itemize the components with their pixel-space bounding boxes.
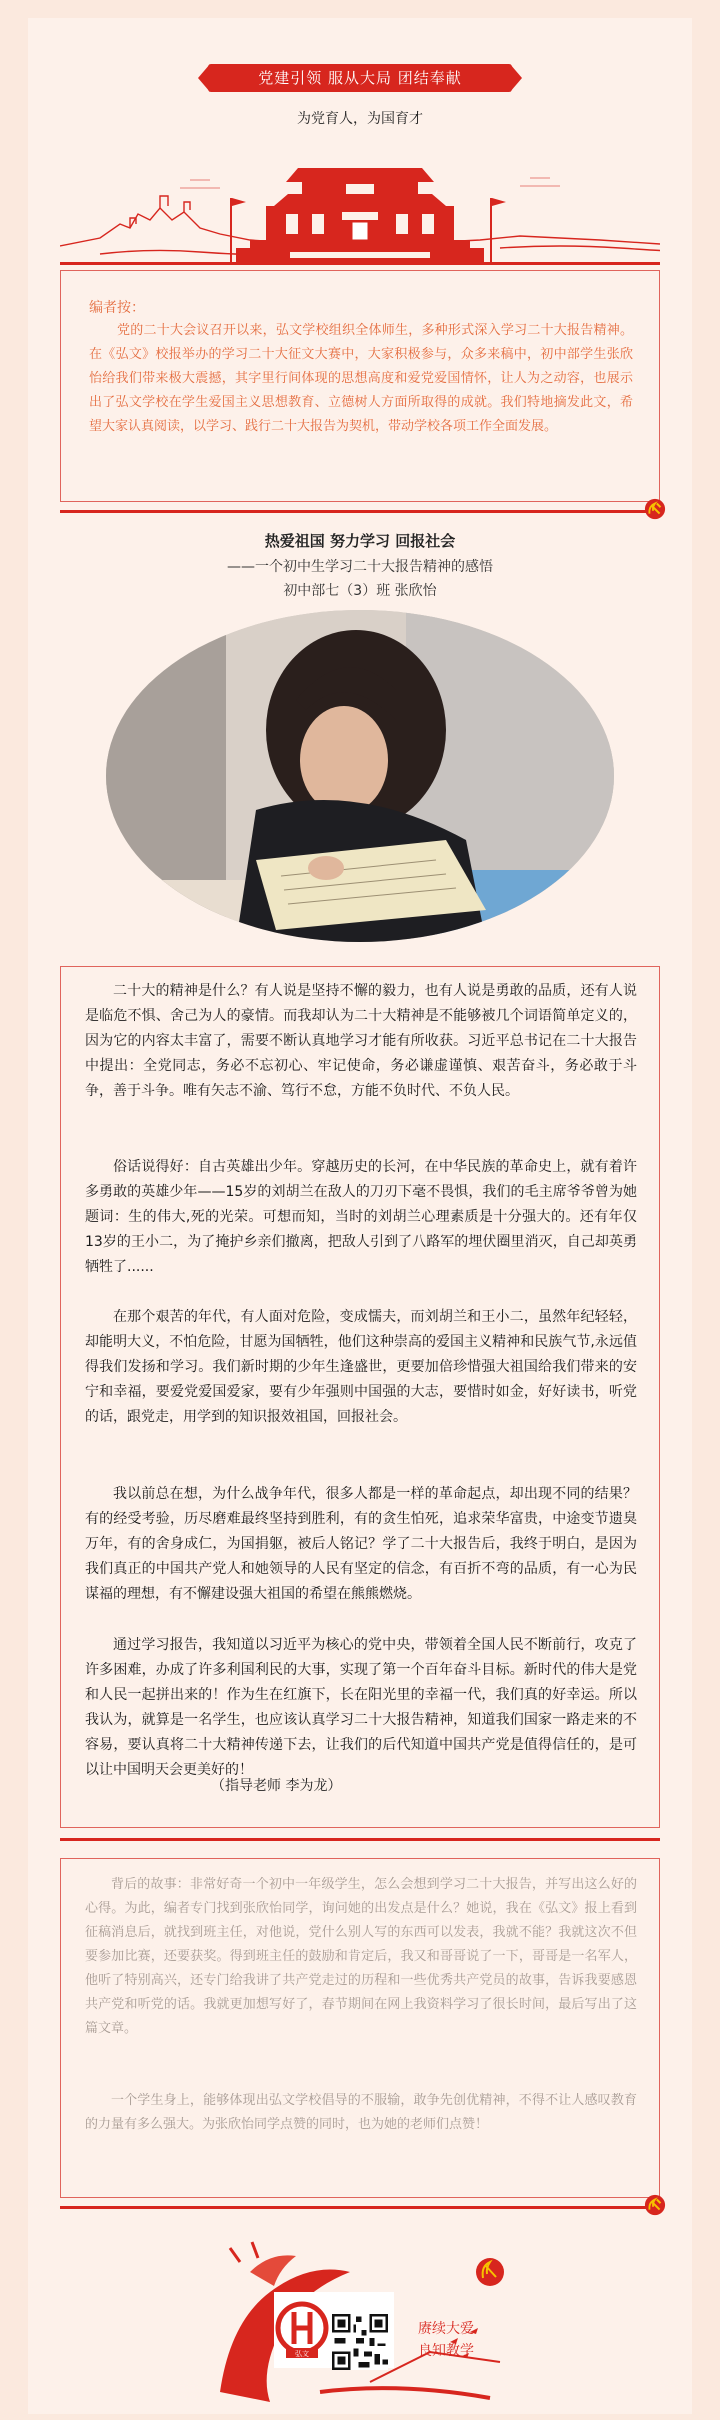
article-author: 初中部七（3）班 张欣怡 <box>283 583 437 599</box>
story-paragraph: 背后的故事：非常好奇一个初中一年级学生，怎么会想到学习二十大报告，并写出这么好的心得。为此，编者专门找到张欣怡同学，询问她的出发点是什么？她说，我在《弘文》报上看到征稿消息后，就找到班主任，对他说，党什么别人写的东西可以发表，我就不能？我就这次不但要参加比赛，还要获奖。得到班主任的鼓励和肯定后，我又和哥哥说了一下，哥哥是一名军人，他听了特别高兴，还专门给我讲了共产党走过的历程和一些优秀共产党员的故事，告诉我要感恩共产党和听党的话。我就更加想写好了，春节期间在网上我资料学习了很长时间，最后写出了这篇文章。 <box>85 1877 637 2036</box>
qr-code <box>332 2314 388 2370</box>
editor-note-body: 党的二十大会议召开以来，弘文学校组织全体师生，多种形式深入学习二十大报告精神。在《弘文》校报举办的学习二十大征文大赛中，大家积极参与，众多来稿中，初中部学生张欣怡给我们带来极大震撼，其字里行间体现的思想高度和爱党爱国情怀，让人为之动容，也展示出了弘文学校在学生爱国主义思想教育、立德树人方面所取得的成就。我们特地摘发此文，希望大家认真阅读，以学习、践行二十大报告为契机，带动学校各项工作全面发展。 <box>89 323 633 434</box>
article-paragraph: 在那个艰苦的年代，有人面对危险，变成懦夫，而刘胡兰和王小二，虽然年纪轻轻，却能明大义，不怕危险，甘愿为国牺牲，他们这种崇高的爱国主义精神和民族气节,永远值得我们发扬和学习。我们新时期的少年生逢盛世，更要加倍珍惜强大祖国给我们带来的安宁和幸福，要爱党爱国爱家，要有少年强则中国强的大志，要惜时如金，好好读书，听党的话，跟党走，用学到的知识报效祖国，回报社会。 <box>85 1309 637 1425</box>
section-divider <box>60 510 660 513</box>
article-title: 热爱祖国 努力学习 回报社会 <box>264 532 456 550</box>
article-paragraph: 我以前总在想，为什么战争年代，很多人都是一样的革命起点，却出现不同的结果？有的经受考验，历尽磨难最终坚持到胜利，有的贪生怕死，追求荣华富贵，中途变节遗臭万年，有的舍身成仁，为国捐躯，被后人铭记？学了二十大报告后，我终于明白，是因为我们真正的中国共产党人和她领导的人民有坚定的信念，有百折不弯的品质，有一心为民谋福的理想，有不懈建设强大祖国的希望在熊熊燃烧。 <box>85 1486 637 1602</box>
footer-motto <box>418 2318 474 2362</box>
editor-note-box <box>60 270 660 502</box>
advisor-teacher: （指导老师 李为龙） <box>211 1778 342 1794</box>
gate-sign: 天安门 <box>349 186 371 194</box>
hammer-sickle-icon <box>644 498 666 520</box>
footer-motto-line: 赓续大爱 <box>418 2321 474 2337</box>
header-subtitle: 为党育人，为国育才 <box>297 111 423 127</box>
hammer-sickle-icon <box>644 2194 666 2216</box>
article-paragraph: 二十大的精神是什么？有人说是坚持不懈的毅力，也有人说是勇敢的品质，还有人说是临危不惧、舍己为人的豪情。而我却认为二十大精神是不能够被几个词语简单定义的，因为它的内容太丰富了，需要不断认真地学习才能有所收获。习近平总书记在二十大报告中提出：全党同志，务必不忘初心、牢记使命，务必谦虚谨慎、艰苦奋斗，务必敢于斗争，善于斗争。唯有矢志不渝、笃行不怠，方能不负时代、不负人民。 <box>85 983 637 1099</box>
header-banner: 党建引领 服从大局 团结奉献 <box>208 64 512 92</box>
article-subtitle: ——一个初中生学习二十大报告精神的感悟 <box>227 559 493 575</box>
student-writing-photo <box>106 610 614 942</box>
article-body-box <box>60 966 660 1828</box>
article-paragraph: 通过学习报告，我知道以习近平为核心的党中央，带领着全国人民不断前行，攻克了许多困难，办成了许多利国利民的大事，实现了第一个百年奋斗目标。新时代的伟大是党和人民一起拼出来的！作为生在红旗下，长在阳光里的幸福一代，我们真的好幸运。所以我认为，就算是一名学生，也应该认真学习二十大报告精神，知道我们国家一路走来的不容易，要认真将二十大精神传递下去，让我们的后代知道中国共产党是值得信任的，是可以让中国明天会更美好的！ <box>85 1637 637 1778</box>
article-paragraph: 俗话说得好：自古英雄出少年。穿越历史的长河，在中华民族的革命史上，就有着许多勇敢的英雄少年——15岁的刘胡兰在敌人的刀刃下毫不畏惧，我们的毛主席爷爷曾为她题词：生的伟大,死的光荣。可想而知，当时的刘胡兰心理素质是十分强大的。还有年仅13岁的王小二，为了掩护乡亲们撤离，把敌人引到了八路军的埋伏圈里消灭，自己却英勇牺牲了...... <box>85 1159 637 1275</box>
tiananmen-greatwall-illustration <box>60 128 660 268</box>
background-story-box <box>60 1858 660 2198</box>
section-divider <box>60 2206 660 2209</box>
school-logo <box>272 2298 332 2368</box>
school-logo-text: 弘文 <box>295 2350 309 2358</box>
editor-note-title: 编者按： <box>89 300 145 316</box>
section-divider <box>60 1838 660 1841</box>
story-paragraph: 一个学生身上，能够体现出弘文学校倡导的不服输，敢争先创优精神，不得不让人感叹教育的力量有多么强大。为张欣怡同学点赞的同时，也为她的老师们点赞！ <box>85 2093 637 2132</box>
footer-motto-line: 良知教学 <box>418 2343 474 2359</box>
